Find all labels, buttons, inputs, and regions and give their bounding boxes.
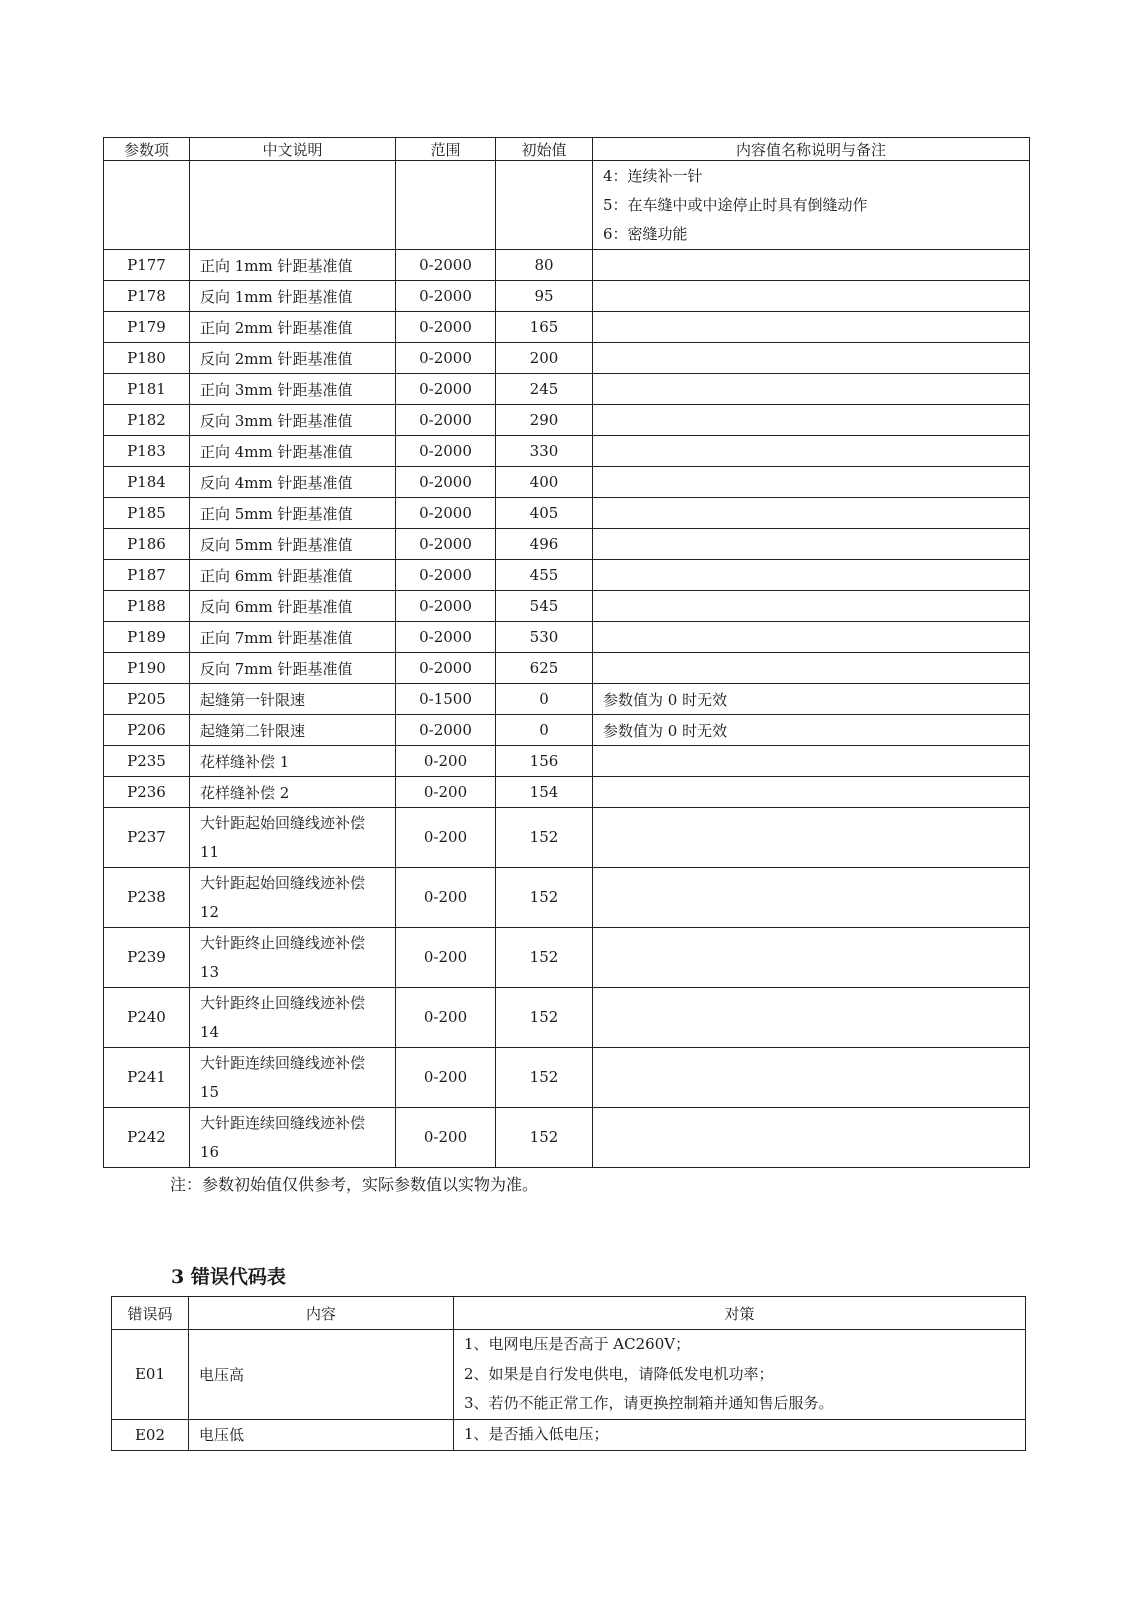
param-range: 0-1500 — [396, 684, 496, 715]
parameter-row — [104, 1048, 1030, 1108]
param-initial-value: 0 — [496, 715, 593, 746]
header-param-code: 参数项 — [104, 138, 190, 161]
param-range: 0-2000 — [396, 281, 496, 312]
param-description-suffix: 12 — [200, 902, 220, 921]
param-description-suffix: 11 — [200, 842, 220, 861]
parameter-row — [104, 684, 1030, 715]
param-description — [190, 715, 396, 746]
parameter-row — [104, 560, 1030, 591]
param-range: 0-2000 — [396, 436, 496, 467]
param-description-text: 大针距连续回缝线迹补偿 — [200, 1113, 366, 1132]
parameter-row — [104, 436, 1030, 467]
param-description-text: 起缝第一针限速 — [200, 690, 306, 709]
param-description — [190, 250, 396, 281]
param-description — [190, 591, 396, 622]
param-code: P240 — [104, 988, 190, 1048]
param-code: P187 — [104, 560, 190, 591]
param-code: P237 — [104, 808, 190, 868]
param-initial-value: 530 — [496, 622, 593, 653]
parameter-row — [104, 746, 1030, 777]
param-code: P236 — [104, 777, 190, 808]
parameter-row — [104, 928, 1030, 988]
param-code: P241 — [104, 1048, 190, 1108]
param-remark — [593, 312, 1030, 343]
parameter-row — [104, 529, 1030, 560]
param-remark: 参数值为 0 时无效 — [593, 715, 1030, 746]
param-initial-value: 330 — [496, 436, 593, 467]
param-initial-value: 400 — [496, 467, 593, 498]
param-description-text: 反向 7mm 针距基准值 — [200, 659, 353, 678]
param-description-text: 反向 2mm 针距基准值 — [200, 349, 353, 368]
param-range: 0-200 — [396, 1108, 496, 1168]
param-range: 0-200 — [396, 988, 496, 1048]
param-code: P180 — [104, 343, 190, 374]
param-description-text: 正向 5mm 针距基准值 — [200, 504, 353, 523]
param-range: 0-2000 — [396, 715, 496, 746]
param-description — [190, 1108, 396, 1168]
param-range: 0-2000 — [396, 250, 496, 281]
continuation-note: 4：连续补一针 — [603, 167, 703, 185]
continuation-notes-cell — [593, 161, 1030, 250]
param-remark — [593, 653, 1030, 684]
param-remark — [593, 498, 1030, 529]
param-initial-value: 152 — [496, 868, 593, 928]
param-initial-value: 200 — [496, 343, 593, 374]
continuation-row — [104, 161, 1030, 250]
param-description-text: 反向 5mm 针距基准值 — [200, 535, 353, 554]
param-description-text: 正向 3mm 针距基准值 — [200, 380, 353, 399]
param-initial-value: 80 — [496, 250, 593, 281]
param-range: 0-2000 — [396, 312, 496, 343]
empty-cell — [190, 161, 396, 250]
parameter-row — [104, 467, 1030, 498]
param-initial-value: 245 — [496, 374, 593, 405]
param-code: P189 — [104, 622, 190, 653]
param-remark — [593, 343, 1030, 374]
param-description — [190, 467, 396, 498]
parameter-row — [104, 1108, 1030, 1168]
param-range: 0-2000 — [396, 467, 496, 498]
param-description-suffix: 13 — [200, 962, 220, 981]
error-row — [112, 1419, 1026, 1450]
param-code: P239 — [104, 928, 190, 988]
param-remark — [593, 1048, 1030, 1108]
param-initial-value: 152 — [496, 1108, 593, 1168]
param-code: P177 — [104, 250, 190, 281]
header-range: 范围 — [396, 138, 496, 161]
param-description — [190, 498, 396, 529]
error-code-table — [111, 1296, 1026, 1451]
parameter-row — [104, 405, 1030, 436]
param-description — [190, 405, 396, 436]
parameter-table — [103, 137, 1030, 1168]
param-initial-value: 95 — [496, 281, 593, 312]
parameter-row — [104, 653, 1030, 684]
param-description-text: 大针距连续回缝线迹补偿 — [200, 1053, 366, 1072]
parameter-row — [104, 312, 1030, 343]
param-initial-value: 455 — [496, 560, 593, 591]
parameter-row — [104, 622, 1030, 653]
continuation-note: 6：密缝功能 — [603, 225, 688, 243]
param-description-text: 花样缝补偿 1 — [200, 752, 290, 771]
param-code: P185 — [104, 498, 190, 529]
param-description-text: 反向 3mm 针距基准值 — [200, 411, 353, 430]
param-remark — [593, 988, 1030, 1048]
param-remark — [593, 1108, 1030, 1168]
parameter-table-header — [104, 138, 1030, 161]
param-description-text: 大针距终止回缝线迹补偿 — [200, 993, 366, 1012]
param-code: P190 — [104, 653, 190, 684]
param-initial-value: 625 — [496, 653, 593, 684]
param-remark — [593, 560, 1030, 591]
param-description-text: 大针距终止回缝线迹补偿 — [200, 933, 366, 952]
param-code: P179 — [104, 312, 190, 343]
parameter-row — [104, 250, 1030, 281]
param-description-text: 正向 4mm 针距基准值 — [200, 442, 353, 461]
action-line: 1、是否插入低电压； — [464, 1424, 609, 1443]
param-initial-value: 405 — [496, 498, 593, 529]
parameter-row — [104, 808, 1030, 868]
param-description-text: 起缝第二针限速 — [200, 721, 306, 740]
param-description — [190, 808, 396, 868]
param-remark — [593, 467, 1030, 498]
parameter-row — [104, 868, 1030, 928]
error-actions-cell — [454, 1330, 1026, 1420]
header-error-code: 错误码 — [112, 1297, 189, 1330]
param-description-text: 大针距起始回缝线迹补偿 — [200, 813, 366, 832]
continuation-note: 5：在车缝中或中途停止时具有倒缝动作 — [603, 196, 868, 214]
param-initial-value: 496 — [496, 529, 593, 560]
param-initial-value: 152 — [496, 928, 593, 988]
param-description-text: 正向 2mm 针距基准值 — [200, 318, 353, 337]
param-description — [190, 436, 396, 467]
param-code: P181 — [104, 374, 190, 405]
param-range: 0-200 — [396, 777, 496, 808]
parameter-row — [104, 591, 1030, 622]
param-range: 0-200 — [396, 746, 496, 777]
param-description-suffix: 15 — [200, 1082, 220, 1101]
param-description-text: 花样缝补偿 2 — [200, 783, 290, 802]
param-description-text: 正向 6mm 针距基准值 — [200, 566, 353, 585]
param-description — [190, 622, 396, 653]
action-line: 2、如果是自行发电供电，请降低发电机功率； — [464, 1364, 774, 1383]
param-initial-value: 165 — [496, 312, 593, 343]
parameter-row — [104, 343, 1030, 374]
header-initial-value: 初始值 — [496, 138, 593, 161]
header-description: 中文说明 — [190, 138, 396, 161]
param-range: 0-2000 — [396, 529, 496, 560]
parameter-footnote: 注：参数初始值仅供参考，实际参数值以实物为准。 — [170, 1175, 539, 1194]
param-description — [190, 653, 396, 684]
param-description — [190, 777, 396, 808]
param-remark — [593, 374, 1030, 405]
param-description — [190, 281, 396, 312]
param-remark — [593, 529, 1030, 560]
error-content-cell: 电压低 — [189, 1419, 454, 1450]
param-code: P206 — [104, 715, 190, 746]
error-code-cell: E02 — [112, 1419, 189, 1450]
error-content-cell: 电压高 — [189, 1330, 454, 1420]
header-content: 内容 — [189, 1297, 454, 1330]
param-range: 0-200 — [396, 868, 496, 928]
header-remarks: 内容值名称说明与备注 — [593, 138, 1030, 161]
param-description-text: 反向 1mm 针距基准值 — [200, 287, 353, 306]
param-code: P188 — [104, 591, 190, 622]
param-initial-value: 154 — [496, 777, 593, 808]
param-range: 0-2000 — [396, 343, 496, 374]
param-code: P242 — [104, 1108, 190, 1168]
param-remark — [593, 436, 1030, 467]
param-range: 0-2000 — [396, 374, 496, 405]
param-remark — [593, 777, 1030, 808]
param-range: 0-2000 — [396, 498, 496, 529]
param-remark — [593, 250, 1030, 281]
param-remark — [593, 281, 1030, 312]
param-remark — [593, 808, 1030, 868]
param-description-text: 大针距起始回缝线迹补偿 — [200, 873, 366, 892]
param-range: 0-200 — [396, 928, 496, 988]
param-range: 0-200 — [396, 1048, 496, 1108]
action-line: 3、若仍不能正常工作，请更换控制箱并通知售后服务。 — [464, 1394, 834, 1412]
param-code: P178 — [104, 281, 190, 312]
param-description — [190, 988, 396, 1048]
param-description-text: 反向 6mm 针距基准值 — [200, 597, 353, 616]
param-range: 0-2000 — [396, 622, 496, 653]
parameter-row — [104, 988, 1030, 1048]
param-initial-value: 152 — [496, 988, 593, 1048]
param-code: P235 — [104, 746, 190, 777]
parameter-row — [104, 498, 1030, 529]
param-description-text: 反向 4mm 针距基准值 — [200, 473, 353, 492]
param-description-suffix: 14 — [200, 1022, 220, 1041]
param-initial-value: 156 — [496, 746, 593, 777]
parameter-row — [104, 374, 1030, 405]
error-code-cell: E01 — [112, 1330, 189, 1420]
param-description — [190, 560, 396, 591]
parameter-row — [104, 281, 1030, 312]
error-section-heading: 3 错误代码表 — [171, 1266, 286, 1288]
parameter-row — [104, 777, 1030, 808]
param-remark — [593, 405, 1030, 436]
param-initial-value: 290 — [496, 405, 593, 436]
param-description-suffix: 16 — [200, 1142, 220, 1161]
param-description — [190, 868, 396, 928]
empty-cell — [104, 161, 190, 250]
param-range: 0-2000 — [396, 405, 496, 436]
param-remark — [593, 928, 1030, 988]
param-code: P186 — [104, 529, 190, 560]
param-remark: 参数值为 0 时无效 — [593, 684, 1030, 715]
empty-cell — [496, 161, 593, 250]
param-description — [190, 312, 396, 343]
param-description — [190, 928, 396, 988]
parameter-row — [104, 715, 1030, 746]
action-line: 1、电网电压是否高于 AC260V； — [464, 1335, 691, 1353]
error-row — [112, 1330, 1026, 1420]
param-initial-value: 0 — [496, 684, 593, 715]
param-code: P183 — [104, 436, 190, 467]
param-description — [190, 1048, 396, 1108]
param-remark — [593, 622, 1030, 653]
param-initial-value: 545 — [496, 591, 593, 622]
param-range: 0-200 — [396, 808, 496, 868]
param-remark — [593, 868, 1030, 928]
param-initial-value: 152 — [496, 808, 593, 868]
param-description — [190, 343, 396, 374]
param-description-text: 正向 1mm 针距基准值 — [200, 256, 353, 275]
param-code: P182 — [104, 405, 190, 436]
param-code: P184 — [104, 467, 190, 498]
header-countermeasure: 对策 — [454, 1297, 1026, 1330]
param-description — [190, 529, 396, 560]
param-code: P238 — [104, 868, 190, 928]
param-remark — [593, 591, 1030, 622]
param-description-text: 正向 7mm 针距基准值 — [200, 628, 353, 647]
param-code: P205 — [104, 684, 190, 715]
param-initial-value: 152 — [496, 1048, 593, 1108]
param-range: 0-2000 — [396, 653, 496, 684]
param-range: 0-2000 — [396, 560, 496, 591]
param-description — [190, 684, 396, 715]
param-description — [190, 374, 396, 405]
error-table-header — [112, 1297, 1026, 1330]
param-description — [190, 746, 396, 777]
param-remark — [593, 746, 1030, 777]
error-actions-cell — [454, 1419, 1026, 1450]
empty-cell — [396, 161, 496, 250]
param-range: 0-2000 — [396, 591, 496, 622]
